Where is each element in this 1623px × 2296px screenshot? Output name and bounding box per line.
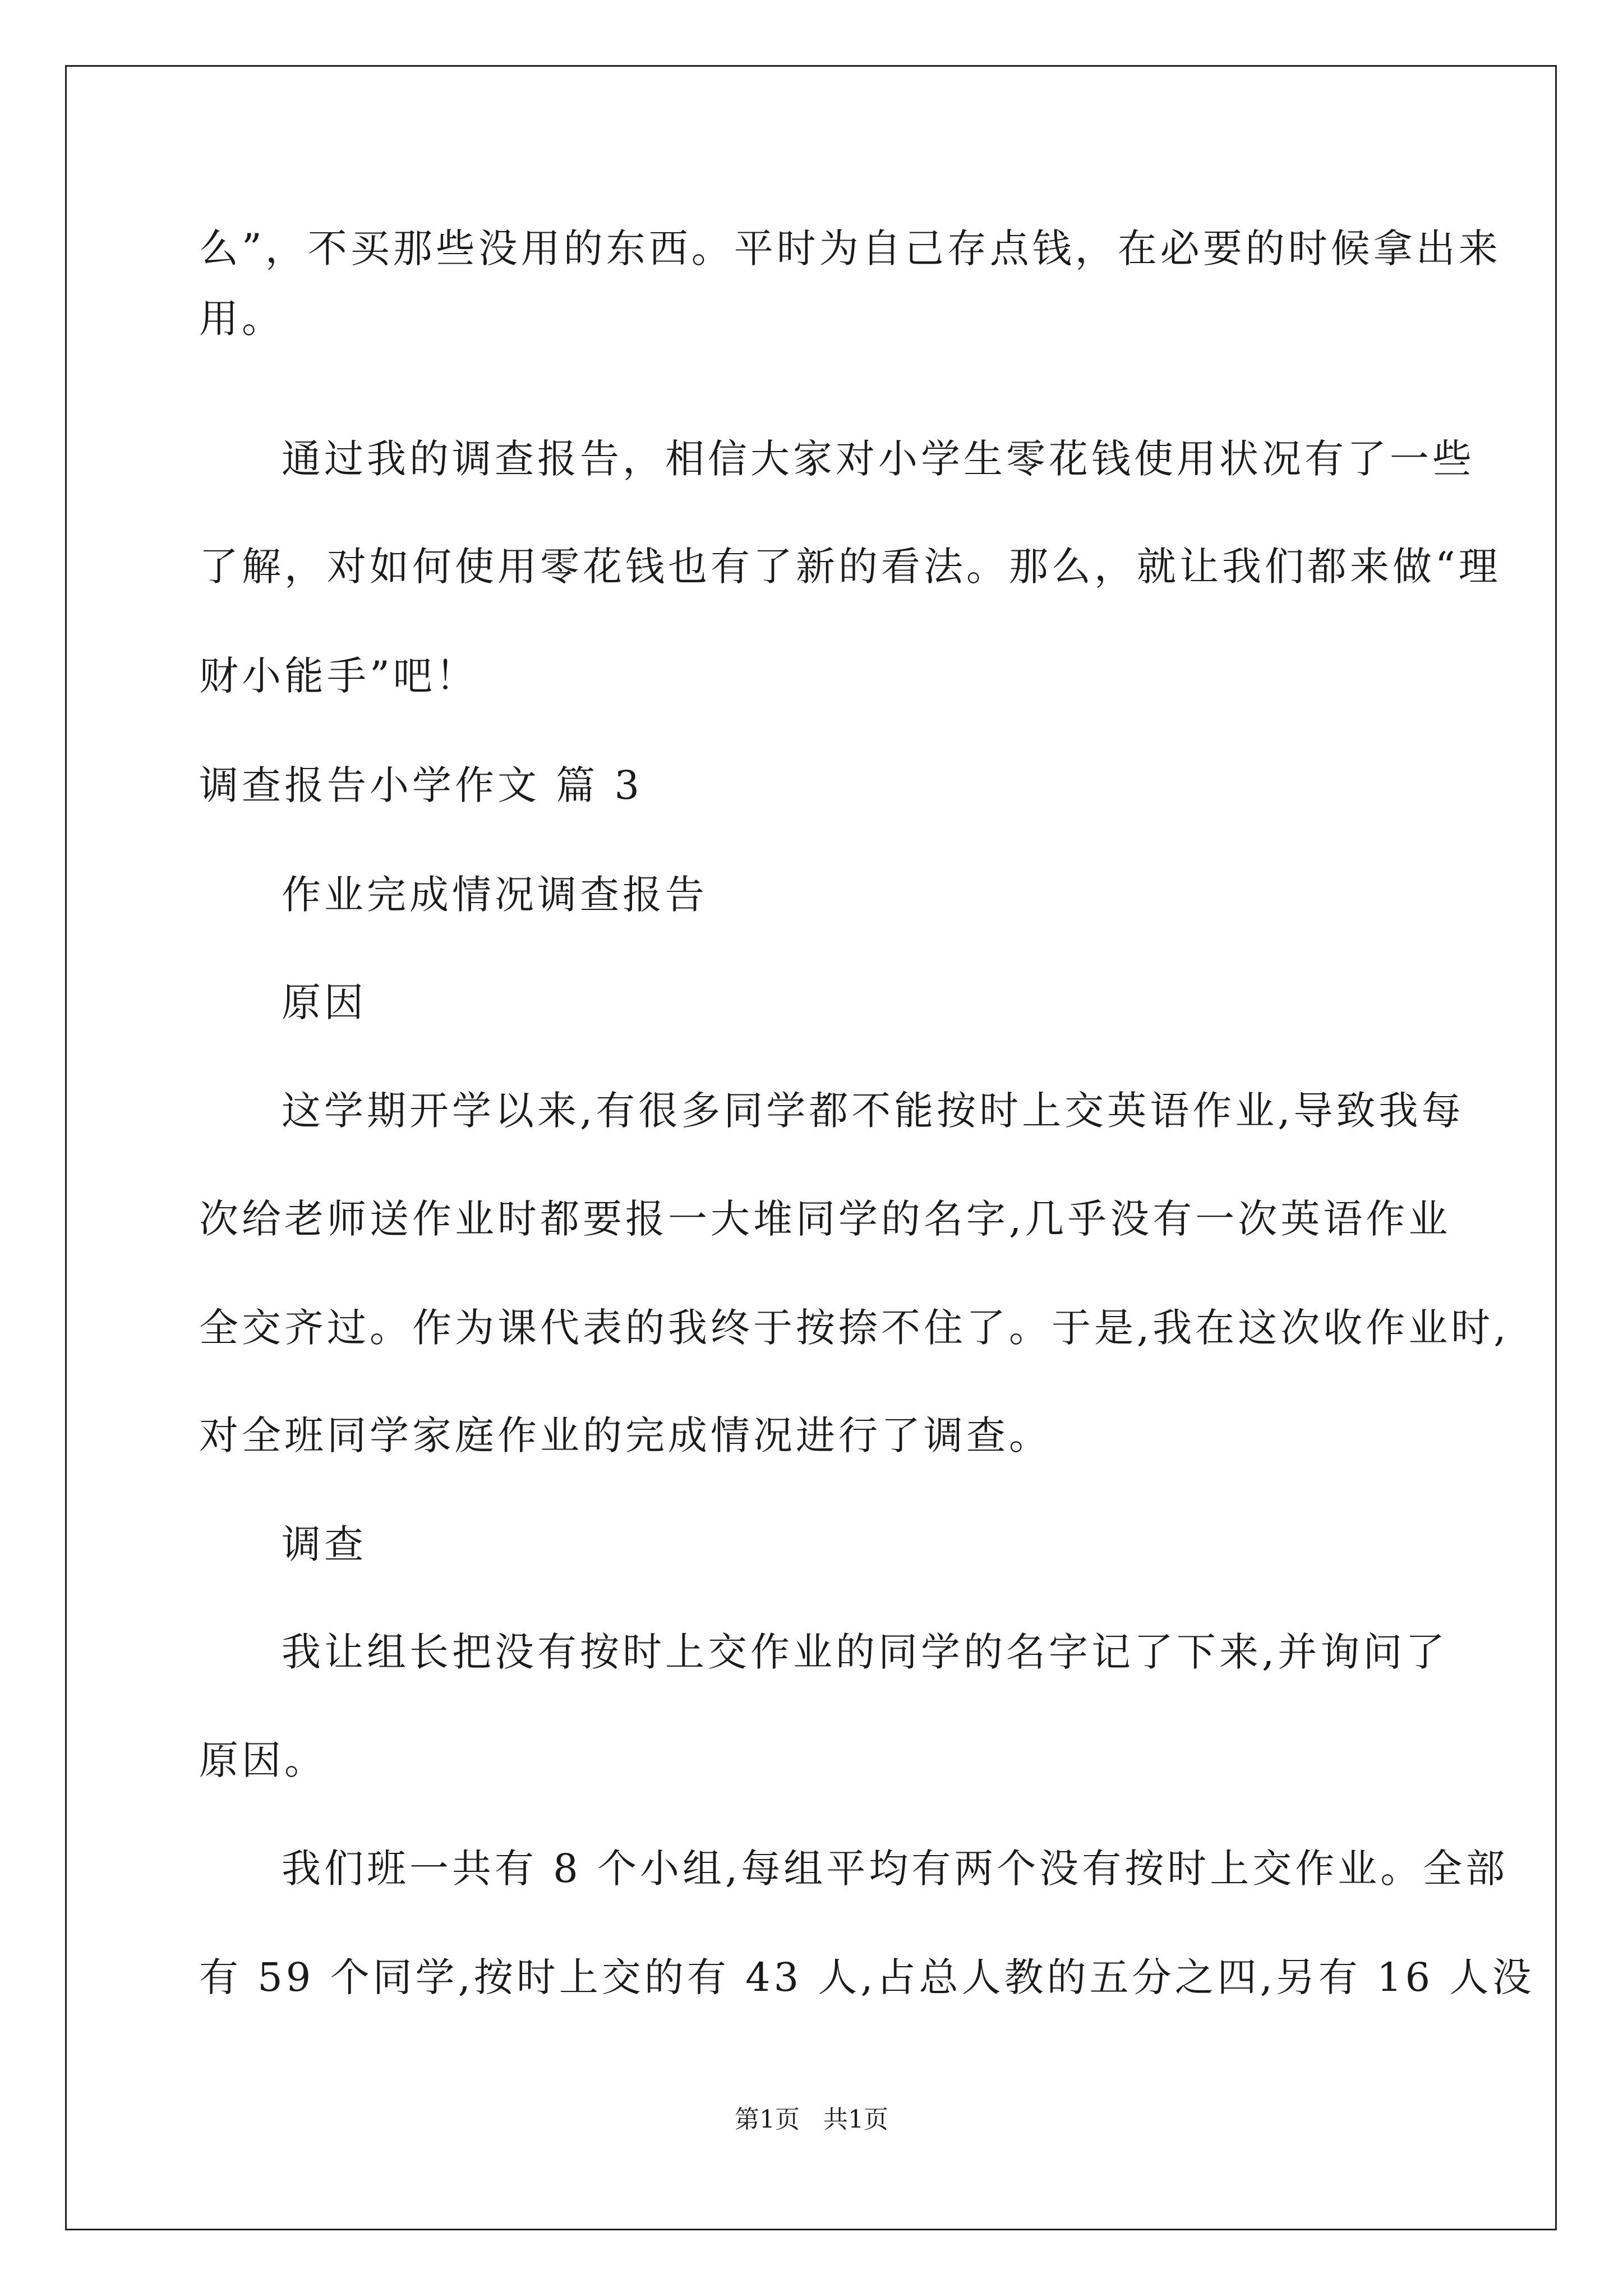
paragraph-line: 么”，不买那些没用的东西。平时为自己存点钱，在必要的时候拿出来 (199, 226, 1501, 272)
paragraph-line: 我们班一共有 8 个小组,每组平均有两个没有按时上交作业。全部 (282, 1846, 1509, 1892)
section-heading: 调查报告小学作文 篇 3 (199, 762, 643, 808)
paragraph-line: 对全班同学家庭作业的完成情况进行了调查。 (199, 1412, 1052, 1458)
paragraph-line: 我让组长把没有按时上交作业的同学的名字记了下来,并询问了 (282, 1629, 1449, 1675)
page-border (65, 65, 1557, 2230)
paragraph-line: 原因。 (199, 1737, 327, 1783)
report-title: 作业完成情况调查报告 (282, 872, 708, 918)
paragraph-line: 全交齐过。作为课代表的我终于按捺不住了。于是,我在这次收作业时, (199, 1305, 1510, 1351)
paragraph-line: 这学期开学以来,有很多同学都不能按时上交英语作业,导致我每 (282, 1088, 1464, 1134)
paragraph-line: 有 59 个同学,按时上交的有 43 人,占总人教的五分之四,另有 16 人没 (199, 1954, 1535, 2000)
subheading-survey: 调查 (282, 1521, 367, 1567)
paragraph-line: 财小能手”吧！ (199, 653, 478, 699)
paragraph-line: 用。 (199, 296, 284, 342)
paragraph-line: 了解，对如何使用零花钱也有了新的看法。那么，就让我们都来做“理 (199, 544, 1501, 590)
paragraph-line: 次给老师送作业时都要报一大堆同学的名字,几乎没有一次英语作业 (199, 1196, 1451, 1242)
page-footer: 第1页 共1页 (735, 2105, 888, 2134)
paragraph-line: 通过我的调查报告，相信大家对小学生零花钱使用状况有了一些 (282, 436, 1475, 482)
subheading-reason: 原因 (282, 979, 367, 1025)
